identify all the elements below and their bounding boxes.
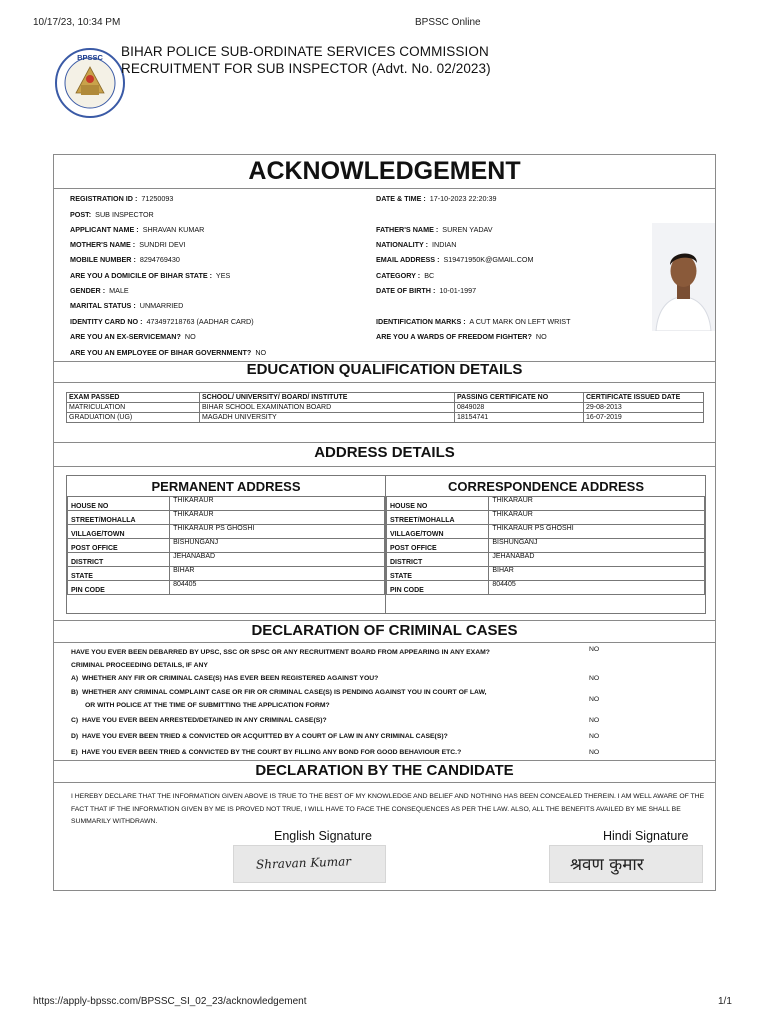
exam-cell: MATRICULATION — [67, 403, 200, 413]
correspondence-address-table — [386, 496, 705, 595]
criminal-answer-b: NO — [589, 696, 600, 703]
govt-employee: ARE YOU AN EMPLOYEE OF BIHAR GOVERNMENT? NO — [70, 348, 267, 357]
acknowledgement-title: ACKNOWLEDGEMENT — [248, 157, 521, 185]
table-row: PIN CODE 804405 — [68, 581, 385, 595]
certificate-cell: 18154741 — [455, 413, 584, 423]
registration-id: REGISTRATION ID : 71250093 — [70, 194, 174, 203]
english-signature: Shravan Kumar — [255, 854, 352, 872]
table-row: HOUSE NO THIKARAUR — [387, 497, 705, 511]
print-url: https://apply-bpssc.com/BPSSC_SI_02_23/acknowledgement — [33, 996, 307, 1007]
criminal-answer-e: NO — [589, 749, 600, 756]
table-row: PIN CODE 804405 — [387, 581, 705, 595]
identity-card: IDENTITY CARD NO : 473497218763 (AADHAR CARD) — [70, 317, 254, 326]
org-name: BIHAR POLICE SUB-ORDINATE SERVICES COMMISSION — [121, 44, 489, 59]
proceeding-heading: CRIMINAL PROCEEDING DETAILS, IF ANY — [71, 662, 208, 669]
criminal-question-a: A) WHETHER ANY FIR OR CRIMINAL CASE(S) HAS EVER BEEN REGISTERED AGAINST YOU? — [71, 675, 379, 682]
table-row: STATE BIHAR — [387, 567, 705, 581]
criminal-answer-d: NO — [589, 733, 600, 740]
recruitment-title: RECRUITMENT FOR SUB INSPECTOR (Advt. No. 02/2023) — [121, 61, 491, 76]
debarred-question: HAVE YOU EVER BEEN DEBARRED BY UPSC, SSC OR SPSC OR ANY RECRUITMENT BOARD FROM APPEARING IN ANY EXAM? — [71, 649, 490, 656]
criminal-question-c: C) HAVE YOU EVER BEEN ARRESTED/DETAINED IN ANY CRIMINAL CASE(S)? — [71, 717, 327, 724]
marital-status: MARITAL STATUS : UNMARRIED — [70, 301, 184, 310]
print-page-title: BPSSC Online — [415, 17, 481, 28]
gender: GENDER : MALE — [70, 286, 129, 295]
table-row — [67, 413, 704, 423]
print-page-number: 1/1 — [718, 996, 732, 1007]
table-row: VILLAGE/TOWN THIKARAUR PS GHOSHI — [68, 525, 385, 539]
hindi-signature-image — [549, 845, 703, 883]
correspondence-address-title: CORRESPONDENCE ADDRESS — [448, 479, 644, 494]
email-address: EMAIL ADDRESS : S19471950K@GMAIL.COM — [376, 255, 534, 264]
date-cell: 29-08-2013 — [584, 403, 704, 413]
education-header-row — [67, 393, 704, 403]
col-certificate-no: PASSING CERTIFICATE NO — [455, 393, 584, 403]
applicant-name: APPLICANT NAME : SHRAVAN KUMAR — [70, 225, 205, 234]
col-issued-date: CERTIFICATE ISSUED DATE — [584, 393, 704, 403]
english-signature-image — [233, 845, 386, 883]
print-datetime: 10/17/23, 10:34 PM — [33, 17, 121, 28]
education-table — [66, 392, 704, 423]
ex-serviceman: ARE YOU AN EX-SERVICEMAN? NO — [70, 332, 196, 341]
table-row: STREET/MOHALLA THIKARAUR — [387, 511, 705, 525]
candidate-declaration-title: DECLARATION BY THE CANDIDATE — [255, 762, 514, 779]
table-row: STREET/MOHALLA THIKARAUR — [68, 511, 385, 525]
identification-marks: IDENTIFICATION MARKS : A CUT MARK ON LEFT WRIST — [376, 317, 571, 326]
mother-name: MOTHER'S NAME : SUNDRI DEVI — [70, 240, 186, 249]
hindi-signature-label: Hindi Signature — [603, 829, 689, 843]
father-name: FATHER'S NAME : SUREN YADAV — [376, 225, 493, 234]
criminal-question-b-cont: OR WITH POLICE AT THE TIME OF SUBMITTING THE APPLICATION FORM? — [85, 702, 330, 709]
institute-cell: BIHAR SCHOOL EXAMINATION BOARD — [200, 403, 455, 413]
table-row: DISTRICT JEHANABAD — [68, 553, 385, 567]
exam-cell: GRADUATION (UG) — [67, 413, 200, 423]
criminal-title: DECLARATION OF CRIMINAL CASES — [251, 622, 518, 639]
post: POST: SUB INSPECTOR — [70, 210, 154, 219]
certificate-cell: 0849028 — [455, 403, 584, 413]
table-row: POST OFFICE BISHUNGANJ — [68, 539, 385, 553]
freedom-fighter: ARE YOU A WARDS OF FREEDOM FIGHTER? NO — [376, 332, 547, 341]
col-exam-passed: EXAM PASSED — [67, 393, 200, 403]
criminal-question-b: B) WHETHER ANY CRIMINAL COMPLAINT CASE OR FIR OR CRIMINAL CASE(S) IS PENDING AGAINST YOU IN COURT OF LAW, — [71, 689, 487, 696]
permanent-address-title: PERMANENT ADDRESS — [151, 479, 301, 494]
criminal-answer-a: NO — [589, 675, 600, 682]
logo-text: BPSSC — [77, 53, 103, 62]
criminal-question-d: D) HAVE YOU EVER BEEN TRIED & CONVICTED OR ACQUITTED BY A COURT OF LAW IN ANY CRIMINAL CASE(S)? — [71, 733, 448, 740]
address-box — [66, 475, 706, 614]
table-row — [67, 403, 704, 413]
table-row: DISTRICT JEHANABAD — [387, 553, 705, 567]
table-row: VILLAGE/TOWN THIKARAUR PS GHOSHI — [387, 525, 705, 539]
table-row: STATE BIHAR — [68, 567, 385, 581]
table-row: POST OFFICE BISHUNGANJ — [387, 539, 705, 553]
debarred-answer: NO — [589, 646, 600, 653]
acknowledgement-document — [53, 154, 716, 891]
education-title: EDUCATION QUALIFICATION DETAILS — [246, 361, 523, 378]
applicant-photo — [652, 223, 715, 331]
bpssc-logo — [54, 47, 126, 119]
hindi-signature: श्रवण कुमार — [570, 855, 644, 875]
institute-cell: MAGADH UNIVERSITY — [200, 413, 455, 423]
address-title: ADDRESS DETAILS — [314, 444, 455, 461]
col-institute: SCHOOL/ UNIVERSITY/ BOARD/ INSTITUTE — [200, 393, 455, 403]
domicile: ARE YOU A DOMICILE OF BIHAR STATE : YES — [70, 271, 231, 280]
table-row: HOUSE NO THIKARAUR — [68, 497, 385, 511]
mobile-number: MOBILE NUMBER : 8294769430 — [70, 255, 180, 264]
criminal-answer-c: NO — [589, 717, 600, 724]
english-signature-label: English Signature — [274, 829, 372, 843]
nationality: NATIONALITY : INDIAN — [376, 240, 457, 249]
date-cell: 16-07-2019 — [584, 413, 704, 423]
permanent-address-table — [67, 496, 385, 595]
date-of-birth: DATE OF BIRTH : 10-01-1997 — [376, 286, 477, 295]
criminal-question-e: E) HAVE YOU EVER BEEN TRIED & CONVICTED BY THE COURT BY FILLING ANY BOND FOR GOOD BEHAVIOUR ETC.? — [71, 749, 462, 756]
date-time: DATE & TIME : 17-10-2023 22:20:39 — [376, 194, 497, 203]
category: CATEGORY : BC — [376, 271, 435, 280]
candidate-declaration-text: I HEREBY DECLARE THAT THE INFORMATION GIVEN ABOVE IS TRUE TO THE BEST OF MY KNOWLEDGE AND BELIEF AND NOTHING HAS BEEN CONCEALED THEREIN. I AM WELL AWARE OF THE FACT THAT IF THE INFORMATION GIVEN BY ME IS PROVED NOT TRUE, I WILL HAVE TO FACE THE CONSEQUENCES AS PER THE LAW. ALSO, ALL THE BENEFITS AVAILED BY ME SHALL BE SUMMARILY WITHDRAWN. — [71, 793, 705, 825]
